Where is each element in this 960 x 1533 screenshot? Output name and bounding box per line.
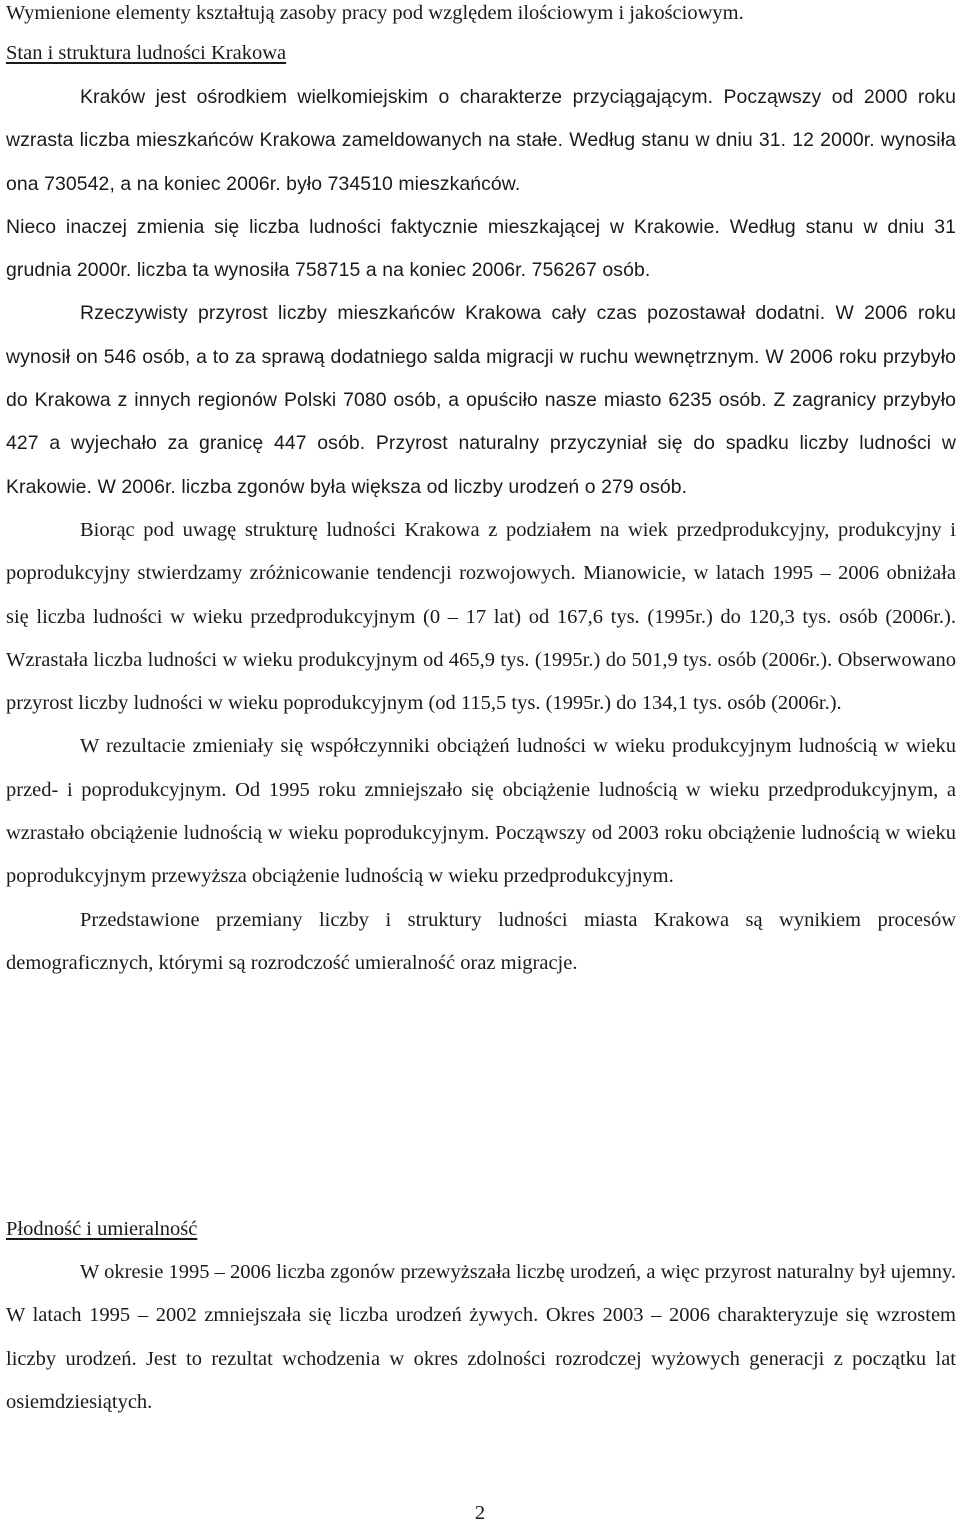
page-number: 2 xyxy=(474,1502,486,1524)
paragraph-births-deaths: W okresie 1995 – 2006 liczba zgonów przewyższała liczbę urodzeń, a więc przyrost naturalny był ujemny. W latach 1995 – 2002 zmniejszała się liczba urodzeń żywych. Okres 2003 – 2006 charakteryzuje się wzrostem liczby urodzeń. Jest to rezultat wchodzenia w okres zdolności rozrodczej wyżowych generacji z początku lat osiemdziesiątych. xyxy=(6,1261,956,1413)
paragraph-age-structure: Biorąc pod uwagę strukturę ludności Krakowa z podziałem na wiek przedprodukcyjny, produkcyjny i poprodukcyjny stwierdzamy zróżnicowanie tendencji rozwojowych. Mianowicie, w latach 1995 – 2006 obniżała się liczba ludności w wieku przedprodukcyjnym (0 – 17 lat) od 167,6 tys. (1995r.) do 120,3 tys. osób (2006r.). Wzrastała liczba ludności w wieku produkcyjnym od 465,9 tys. (1995r.) do 501,9 tys. osób (2006r.). Obserwowano przyrost liczby ludności w wieku poprodukcyjnym (od 115,5 tys. (1995r.) do 134,1 tys. osób (2006r.). xyxy=(6,518,956,715)
paragraph-actual-residents: Nieco inaczej zmienia się liczba ludności faktycznie mieszkającej w Krakowie. Według stanu w dniu 31 grudnia 2000r. liczba ta wynosiła 758715 a na koniec 2006r. 756267 osób. xyxy=(6,215,956,282)
paragraph-dependency-ratios: W rezultacie zmieniały się współczynniki obciążeń ludności w wieku produkcyjnym ludnością w wieku przed- i poprodukcyjnym. Od 1995 roku zmniejszało się obciążenie ludnością w wieku przedprodukcyjnym, a wzrastało obciążenie ludnością w wieku poprodukcyjnym. Począwszy od 2003 roku obciążenie ludnością w wieku poprodukcyjnym przewyższa obciążenie ludnością w wieku przedprodukcyjnym. xyxy=(6,735,956,888)
paragraph-registered-residents: Kraków jest ośrodkiem wielkomiejskim o charakterze przyciągającym. Począwszy od 2000 roku wzrasta liczba mieszkańców Krakowa zameldowanych na stałe. Według stanu w dniu 31. 12 2000r. wynosiła ona 730542, a na koniec 2006r. było 734510 mieszkańców. xyxy=(6,86,956,195)
paragraph-demographic-processes: Przedstawione przemiany liczby i struktury ludności miasta Krakowa są wynikiem procesów demograficznych, którymi są rozrodczość umieralność oraz migracje. xyxy=(6,908,956,974)
section-heading-fertility-mortality: Płodność i umieralność xyxy=(6,1218,198,1240)
section-heading-population: Stan i struktura ludności Krakowa xyxy=(6,42,287,64)
section-body-fertility-mortality xyxy=(6,1251,956,1424)
paragraph-population-growth: Rzeczywisty przyrost liczby mieszkańców Krakowa cały czas pozostawał dodatni. W 2006 roku wynosił on 546 osób, a to za sprawą dodatniego salda migracji w ruchu wewnętrznym. W 2006 roku przybyło do Krakowa z innych regionów Polski 7080 osób, a opuściło nasze miasto 6235 osób. Z zagranicy przybyło 427 a wyjechało za granicę 447 osób. Przyrost naturalny przyczyniał się do spadku liczby ludności w Krakowie. W 2006r. liczba zgonów była większa od liczby urodzeń o 279 osób. xyxy=(6,302,956,498)
intro-line: Wymienione elementy kształtują zasoby pracy pod względem ilościowym i jakościowym. xyxy=(6,2,744,24)
section-body-population xyxy=(6,76,956,985)
